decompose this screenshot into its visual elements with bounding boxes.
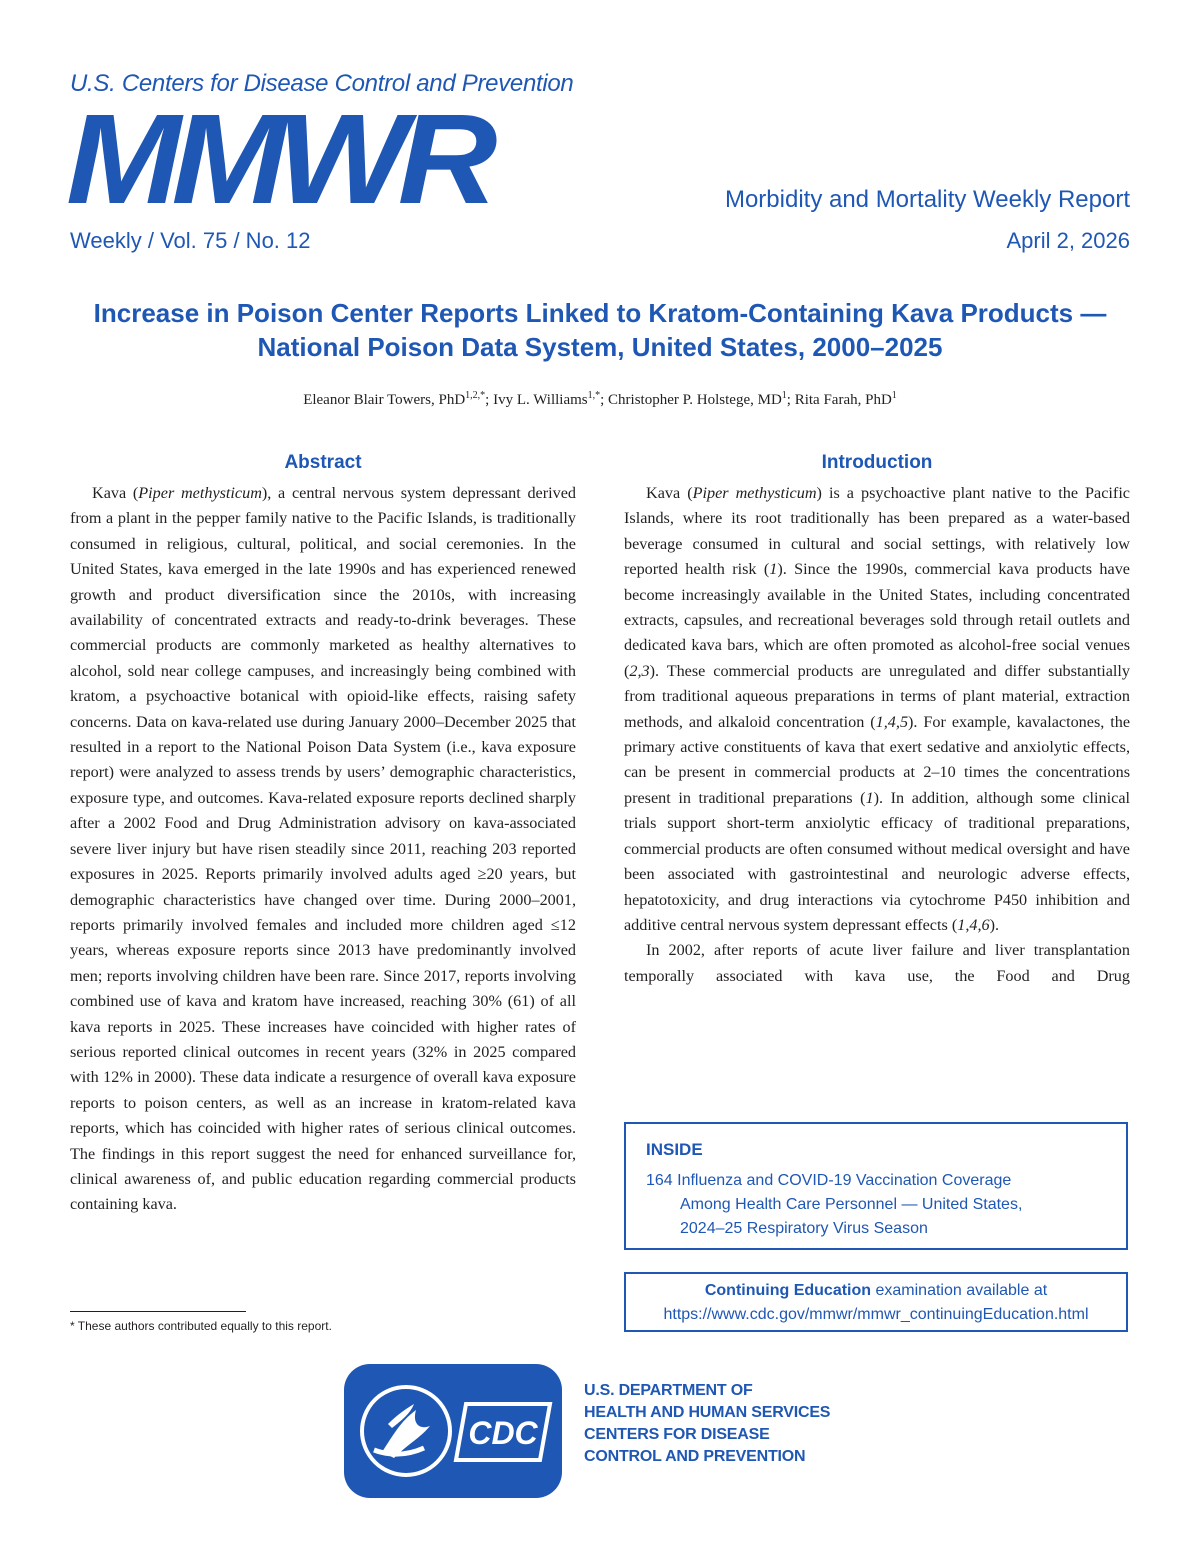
author-affiliation: 1 [781,390,787,401]
author-list [60,390,1140,409]
text-run: ). For example, kavalactones, the primary active constituents of kava that exert sedative and anxiolytic effects, can be present in commercial products at 2–10 times the concentrations present in traditional preparations ( [624,712,1130,807]
hhs-line: U.S. DEPARTMENT OF [584,1382,753,1399]
text-run: Kava ( [646,484,693,502]
hhs-cdc-logo [344,1364,562,1498]
author-name: Rita Farah, PhD [794,392,892,408]
species-name: Piper methysticum [692,484,817,502]
continuing-education-box [624,1272,1128,1332]
ce-bold: Continuing Education [704,1282,872,1299]
text-run: ) is a psychoactive plant native to the Pacific Islands, where its root traditionally has been prepared as a water-based beverage consumed in cultural and social settings, with relatively low reported health risk ( [624,484,1130,579]
inside-item-link[interactable]: 164 Influenza and COVID-19 Vaccination Coverage [646,1172,1012,1189]
hhs-line: CENTERS FOR DISEASE [584,1426,770,1443]
hhs-line: CONTROL AND PREVENTION [584,1448,806,1465]
footnote-divider [70,1311,246,1312]
author-name: Ivy L. Williams [493,392,588,408]
intro-paragraph-2: In 2002, after reports of acute liver failure and liver transplantation temporally associated with kava use, the Food and Drug [624,941,1130,985]
author-separator: ; [786,392,795,408]
hhs-eagle-icon [344,1364,562,1498]
reference-link[interactable]: 1 [769,560,778,579]
introduction-heading: Introduction [821,452,933,473]
intro-paragraph-1 [624,481,1130,938]
report-name: Morbidity and Mortality Weekly Report [724,186,1130,213]
abstract-paragraph [70,481,576,1218]
mmwr-logo: MMWR [66,88,488,231]
reference-link[interactable]: 1,4,5 [875,712,909,731]
cdc-logo-text: CDC [468,1415,538,1451]
reference-link[interactable]: 2,3 [629,661,650,680]
inside-item-link[interactable]: 2024–25 Respiratory Virus Season [680,1220,928,1237]
reference-link[interactable]: 1,4,6 [957,915,990,934]
author-separator: ; [600,392,609,408]
species-name: Piper methysticum [138,484,262,502]
inside-item-link[interactable]: Among Health Care Personnel — United States, [680,1196,1023,1213]
issue-number: Weekly / Vol. 75 / No. 12 [70,228,311,253]
ce-url-link[interactable]: https://www.cdc.gov/mmwr/mmwr_continuingEducation.html [663,1306,1089,1323]
abstract-body [70,481,576,1218]
inside-label: INSIDE [646,1140,703,1159]
ce-text [626,1279,1126,1303]
inside-box [624,1122,1128,1250]
agency-name: U.S. Centers for Disease Control and Prevention [70,70,574,97]
text-run: ). These commercial products are unregulated and differ substantially from traditional aqueous preparations in terms of plant material, extraction methods, and alkaloid concentration ( [624,661,1130,731]
author-name: Eleanor Blair Towers, PhD [303,392,466,408]
text-run: ). [989,915,1000,934]
title-line-1: Increase in Poison Center Reports Linked to Kratom-Containing Kava Products — [93,298,1107,328]
text-run: ). Since the 1990s, commercial kava products have become increasingly available in the United States, including concentrated extracts, capsules, and recreational beverages sold through retail outlets and dedicated kava bars, which are often promoted as alcohol-free social venues ( [624,560,1130,680]
reference-link[interactable]: 1 [865,788,874,807]
author-separator: ; [485,392,494,408]
text-run: Kava ( [92,484,139,502]
text-run: ), a central nervous system depressant derived from a plant in the pepper family native to the Pacific Islands, is traditionally consumed in religious, cultural, political, and social ceremonies. In the United States, kava emerged in the late 1990s and has experienced renewed growth and product diversification since the 2010s, with increasing availability of concentrated extracts and ready-to-drink beverages. These commercial products are commonly marketed as healthy alternatives to alcohol, sold near college campuses, and increasingly being combined with kratom, a psychoactive botanical with opioid-like effects, raising safety concerns. Data on kava-related use during January 2000–December 2025 that resulted in a report to the National Poison Data System (i.e., kava exposure report) were analyzed to assess trends by users’ demographic characteristics, exposure type, and outcomes. Kava-related exposure reports declined sharply after a 2002 Food and Drug Administration advisory on kava-associated severe liver injury but have risen steadily since 2011, reaching 203 reported exposures in 2025. Reports primarily involved adults aged ≥20 years, but demographic characteristics have changed over time. During 2000–2001, reports primarily involved females and included more children aged ≤12 years, whereas exposure reports since 2013 have predominantly involved men; reports involving children have been rare. Since 2017, reports involving combined use of kava and kratom have increased, reaching 30% (61) of all kava reports in 2025. These increases have coincided with higher rates of serious reported clinical outcomes in recent years (32% in 2025 compared with 12% in 2000). These data indicate a resurgence of overall kava exposure reports to poison centers, as well as an increase in kratom-related kava reports, which has coincided with higher rates of serious clinical outcomes. The findings in this report suggest the need for enhanced surveillance for, clinical awareness of, and public education regarding commercial products containing kava. [70,484,576,1214]
hhs-agency-text [584,1380,830,1468]
text-run: ). In addition, although some clinical trials support short-term anxiolytic efficacy of traditional preparations, commercial products are often consumed without medical oversight and have been associated with gastrointestinal and neurologic adverse effects, hepatotoxicity, and drug interactions via cytochrome P450 inhibition and additive central nervous system depressant effects ( [624,788,1130,934]
issue-date: April 2, 2026 [1006,228,1130,253]
footnote: * These authors contributed equally to this report. [70,1319,332,1333]
abstract-heading: Abstract [284,452,362,473]
title-line-2: National Poison Data System, United States, 2000–2025 [257,332,943,362]
article-title [60,296,1140,364]
author-affiliation: 1,* [587,390,601,401]
introduction-body [624,481,1130,989]
author-name: Christopher P. Holstege, MD [608,392,782,408]
hhs-line: HEALTH AND HUMAN SERVICES [584,1404,831,1421]
author-affiliation: 1,2,* [465,390,486,401]
ce-rest: examination available at [871,1282,1048,1299]
author-affiliation: 1 [891,390,897,401]
